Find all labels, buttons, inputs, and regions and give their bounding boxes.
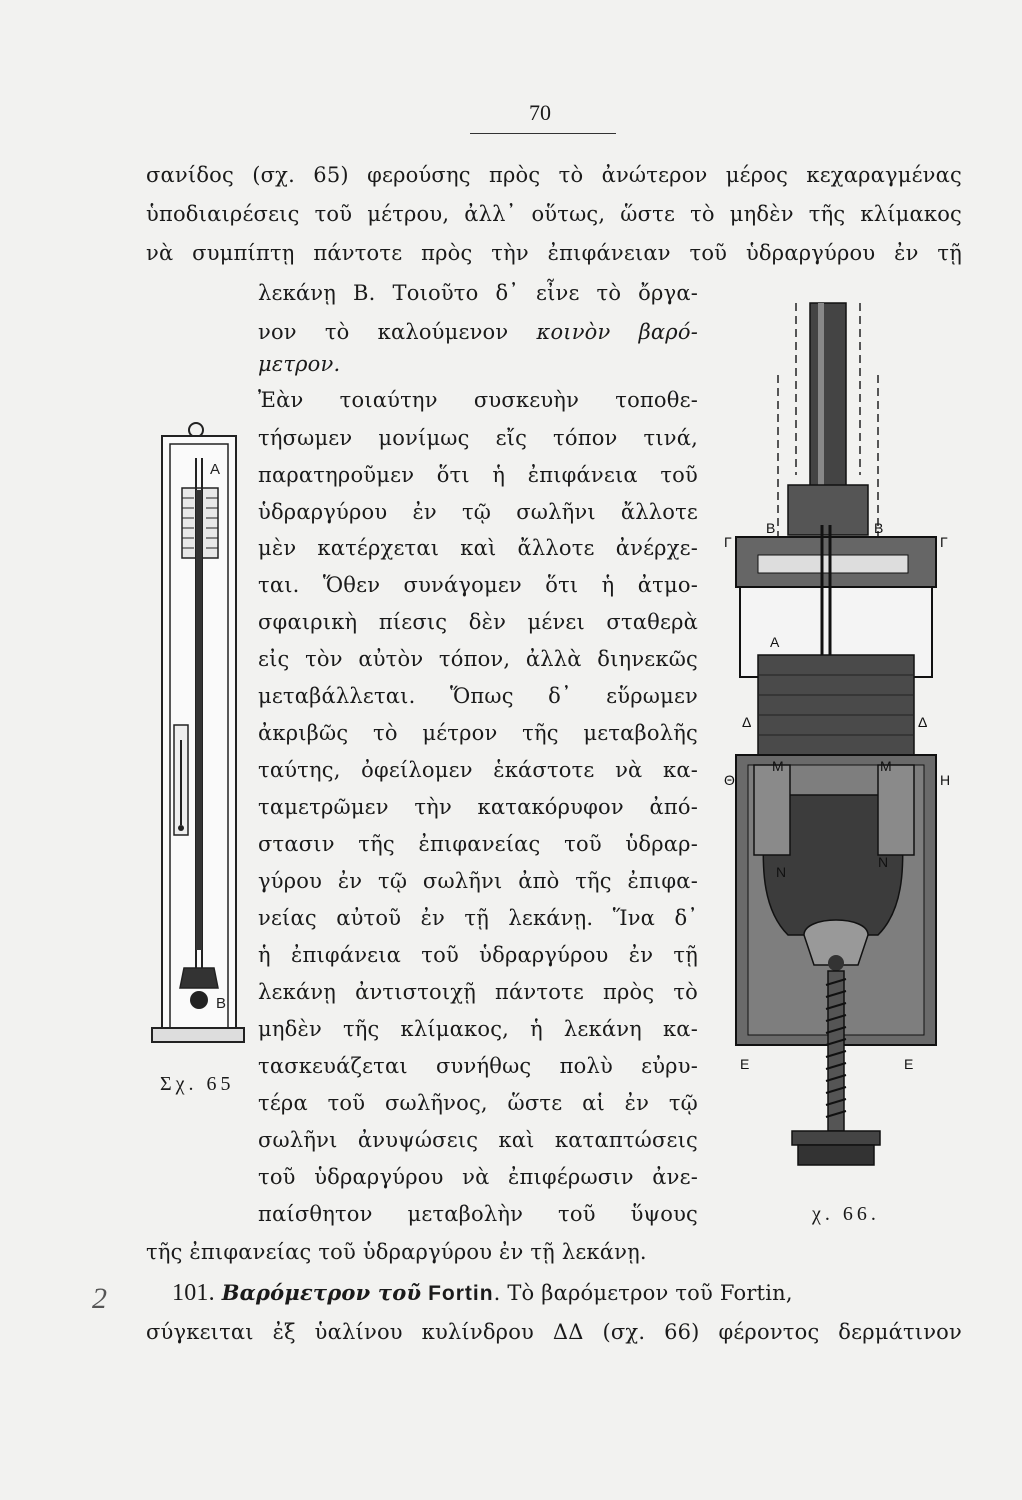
body-line: νὰ συμπίπτῃ πάντοτε πρὸς τὴν ἐπιφάνειαν τοῦ ὑδραργύρου ἐν τῇ: [146, 241, 962, 265]
col-line: νείας αὐτοῦ ἐν τῇ λεκάνῃ. Ἵνα δ᾽: [258, 906, 698, 930]
col-line: εἰς τὸν αὐτὸν τόπον, ἀλλὰ διηνεκῶς: [258, 647, 698, 671]
col-line: σωλῆνι ἀνυψώσεις καὶ καταπτώσεις: [258, 1128, 698, 1152]
fig65-label-bottom: B: [216, 995, 227, 1012]
col-line: τήσωμεν μονίμως εἴς τόπον τινά,: [258, 426, 698, 450]
col-line: λεκάνῃ ἀντιστοιχῇ πάντοτε πρὸς τὸ: [258, 980, 698, 1004]
header-rule: [470, 133, 616, 134]
fig66-label-m-left: M: [772, 758, 784, 774]
col-line: μεταβάλλεται. Ὅπως δ᾽ εὕρωμεν: [258, 684, 698, 708]
col-line-text: νον τὸ καλούμενον: [258, 320, 509, 344]
fig66-label-b-right: B: [874, 520, 884, 536]
fig66-label-e-left: E: [740, 1056, 750, 1072]
fig66-label-g-right: Γ: [940, 534, 948, 550]
col-line: γύρου ἐν τῷ σωλῆνι ἀπὸ τῆς ἐπιφα-: [258, 869, 698, 893]
fig66-label-m-right: M: [880, 758, 892, 774]
col-line: ἀκριβῶς τὸ μέτρον τῆς μεταβολῆς: [258, 721, 698, 745]
col-line: μηδὲν τῆς κλίμακος, ἡ λεκάνη κα-: [258, 1017, 698, 1041]
col-line: ὑδραργύρου ἐν τῷ σωλῆνι ἄλλοτε: [258, 500, 698, 524]
col-line: [258, 320, 698, 344]
body-line: τῆς ἐπιφανείας τοῦ ὑδραργύρου ἐν τῇ λεκάνῃ.: [146, 1240, 647, 1264]
page-number: 70: [529, 100, 551, 125]
fig66-label-b-left: B: [766, 520, 776, 536]
section-number: 101.: [172, 1280, 215, 1306]
fig66-label-d-left: Δ: [742, 714, 752, 730]
fig66-label-th: Θ: [724, 772, 735, 788]
common-barometer-term: κοινὸν βαρό-: [536, 320, 698, 344]
col-line: στασιν τῆς ἐπιφανείας τοῦ ὑδραρ-: [258, 832, 698, 856]
col-line: ταύτης, ὀφείλομεν ἑκάστοτε νὰ κα-: [258, 758, 698, 782]
figure-66-caption: χ. 66.: [812, 1203, 880, 1225]
col-line: παίσθητον μεταβολὴν τοῦ ὕψους: [258, 1202, 698, 1226]
figure-65-caption: Σχ. 65: [160, 1073, 235, 1095]
col-line: ται. Ὅθεν συνάγομεν ὅτι ἡ ἀτμο-: [258, 573, 698, 597]
col-line: σφαιρικὴ πίεσις δὲν μένει σταθερὰ: [258, 610, 698, 634]
fig66-label-e-right: E: [904, 1056, 914, 1072]
section-title-name: Fortin: [428, 1282, 494, 1305]
body-line: ὑποδιαιρέσεις τοῦ μέτρου, ἀλλ᾽ οὕτως, ὥστε τὸ μηδὲν τῆς κλίμακος: [146, 202, 962, 226]
col-line: παρατηροῦμεν ὅτι ἡ ἐπιφάνεια τοῦ: [258, 463, 698, 487]
col-line: Ἐὰν τοιαύτην συσκευὴν τοποθε-: [258, 388, 698, 412]
fig66-label-h: Η: [940, 772, 951, 788]
figure-66-fortin-barometer: [718, 295, 958, 1175]
fig65-label-top: A: [210, 461, 221, 478]
col-line: ταμετρῶμεν τὴν κατακόρυφον ἀπό-: [258, 795, 698, 819]
fig66-label-n-left: N: [776, 864, 787, 880]
col-line: λεκάνῃ Β. Τοιοῦτο δ᾽ εἶνε τὸ ὄργα-: [258, 281, 698, 305]
col-line: τέρα τοῦ σωλῆνος, ὥστε αἱ ἐν τῷ: [258, 1091, 698, 1115]
section-heading-line: [172, 1280, 962, 1307]
fig66-label-n-right: N: [878, 854, 889, 870]
col-line: τοῦ ὑδραργύρου νὰ ἐπιφέρωσιν ἀνε-: [258, 1165, 698, 1189]
margin-note: 2: [92, 1282, 107, 1315]
fig66-label-d-right: Δ: [918, 714, 928, 730]
fig66-label-g-left: Γ: [724, 534, 732, 550]
fig66-label-a: A: [770, 634, 780, 650]
section-text: . Τὸ βαρόμετρον τοῦ Fortin,: [493, 1281, 793, 1305]
section-title: Βαρόμετρον τοῦ: [221, 1280, 422, 1305]
col-line: τασκευάζεται συνήθως πολὺ εὐρυ-: [258, 1054, 698, 1078]
col-line: μετρον.: [258, 352, 341, 376]
col-line: μὲν κατέρχεται καὶ ἄλλοτε ἀνέρχε-: [258, 536, 698, 560]
figure-65-barometer: [150, 420, 260, 1045]
body-line: σανίδος (σχ. 65) φερούσης πρὸς τὸ ἀνώτερον μέρος κεχαραγμένας: [146, 163, 962, 187]
body-line: σύγκειται ἐξ ὑαλίνου κυλίνδρου ΔΔ (σχ. 66) φέροντος δερμάτινον: [146, 1320, 962, 1344]
col-line: ἡ ἐπιφάνεια τοῦ ὑδραργύρου ἐν τῇ: [258, 943, 698, 967]
